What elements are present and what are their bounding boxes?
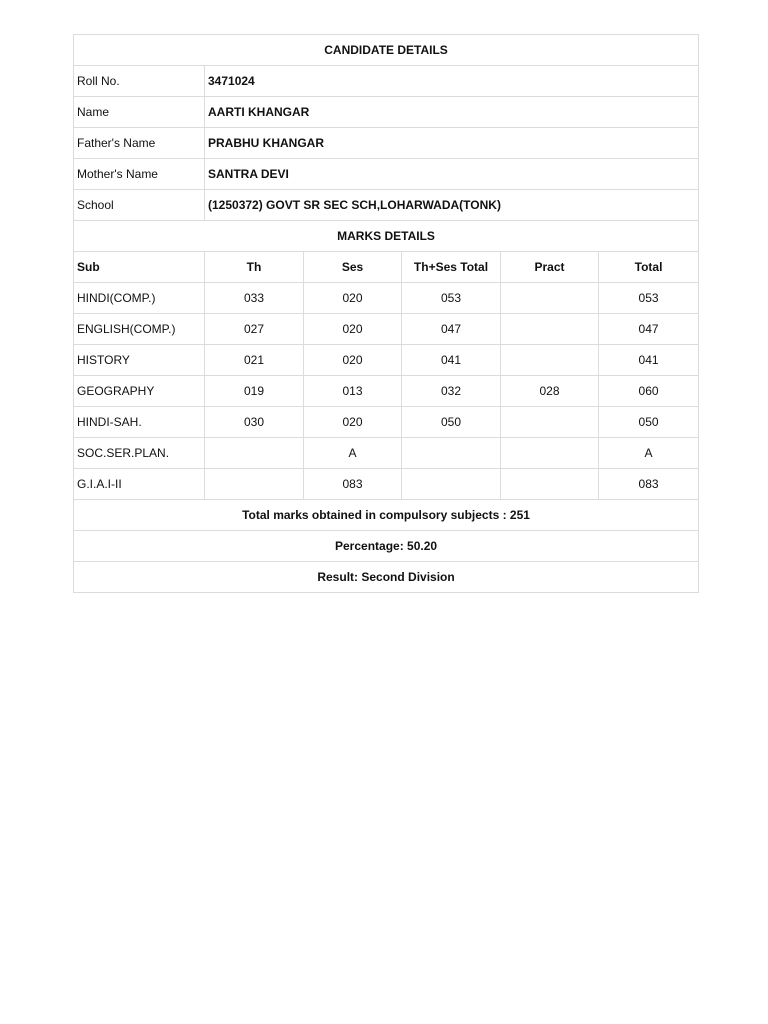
table-row: [74, 438, 699, 469]
mother-name-row: [74, 159, 699, 190]
total-cell: A: [599, 438, 699, 469]
total-cell: 050: [599, 407, 699, 438]
th-ses-total-cell: 053: [402, 283, 501, 314]
percentage: Percentage: 50.20: [74, 531, 699, 562]
ses-cell: 083: [304, 469, 402, 500]
pract-cell: [501, 283, 599, 314]
father-name-label: Father's Name: [74, 128, 205, 159]
mother-name-label: Mother's Name: [74, 159, 205, 190]
subject-cell: HINDI(COMP.): [74, 283, 205, 314]
column-header-th: Th: [205, 252, 304, 283]
th-ses-total-cell: 047: [402, 314, 501, 345]
th-cell: [205, 438, 304, 469]
total-cell: 041: [599, 345, 699, 376]
th-cell: 019: [205, 376, 304, 407]
subject-cell: ENGLISH(COMP.): [74, 314, 205, 345]
father-name-row: [74, 128, 699, 159]
total-cell: 083: [599, 469, 699, 500]
pract-cell: [501, 438, 599, 469]
marks-header-row: [74, 252, 699, 283]
ses-cell: 020: [304, 314, 402, 345]
candidate-details-heading: CANDIDATE DETAILS: [74, 35, 699, 66]
total-compulsory-row: [74, 500, 699, 531]
table-row: [74, 314, 699, 345]
total-cell: 053: [599, 283, 699, 314]
result-division: Result: Second Division: [74, 562, 699, 593]
th-cell: 027: [205, 314, 304, 345]
th-ses-total-cell: 032: [402, 376, 501, 407]
total-compulsory-marks: Total marks obtained in compulsory subjects : 251: [74, 500, 699, 531]
th-cell: 030: [205, 407, 304, 438]
pract-cell: [501, 314, 599, 345]
total-cell: 060: [599, 376, 699, 407]
th-cell: 033: [205, 283, 304, 314]
result-row: [74, 562, 699, 593]
pract-cell: [501, 407, 599, 438]
pract-cell: [501, 469, 599, 500]
marks-details-heading-row: [74, 221, 699, 252]
roll-no-value: 3471024: [205, 66, 699, 97]
subject-cell: GEOGRAPHY: [74, 376, 205, 407]
name-row: [74, 97, 699, 128]
th-cell: [205, 469, 304, 500]
column-header-th-ses-total: Th+Ses Total: [402, 252, 501, 283]
father-name-value: PRABHU KHANGAR: [205, 128, 699, 159]
percentage-row: [74, 531, 699, 562]
column-header-sub: Sub: [74, 252, 205, 283]
school-label: School: [74, 190, 205, 221]
ses-cell: 020: [304, 345, 402, 376]
ses-cell: A: [304, 438, 402, 469]
ses-cell: 020: [304, 407, 402, 438]
subject-cell: HINDI-SAH.: [74, 407, 205, 438]
ses-cell: 020: [304, 283, 402, 314]
table-row: [74, 283, 699, 314]
subject-cell: G.I.A.I-II: [74, 469, 205, 500]
roll-no-label: Roll No.: [74, 66, 205, 97]
th-ses-total-cell: 050: [402, 407, 501, 438]
name-label: Name: [74, 97, 205, 128]
th-ses-total-cell: [402, 438, 501, 469]
subject-cell: HISTORY: [74, 345, 205, 376]
table-row: [74, 407, 699, 438]
ses-cell: 013: [304, 376, 402, 407]
school-row: [74, 190, 699, 221]
table-row: [74, 376, 699, 407]
column-header-total: Total: [599, 252, 699, 283]
th-ses-total-cell: [402, 469, 501, 500]
subject-cell: SOC.SER.PLAN.: [74, 438, 205, 469]
table-row: [74, 469, 699, 500]
name-value: AARTI KHANGAR: [205, 97, 699, 128]
table-row: [74, 345, 699, 376]
school-value: (1250372) GOVT SR SEC SCH,LOHARWADA(TONK): [205, 190, 699, 221]
total-cell: 047: [599, 314, 699, 345]
pract-cell: [501, 345, 599, 376]
pract-cell: 028: [501, 376, 599, 407]
roll-no-row: [74, 66, 699, 97]
result-table: [73, 34, 699, 593]
column-header-ses: Ses: [304, 252, 402, 283]
th-ses-total-cell: 041: [402, 345, 501, 376]
column-header-pract: Pract: [501, 252, 599, 283]
mother-name-value: SANTRA DEVI: [205, 159, 699, 190]
candidate-details-heading-row: [74, 35, 699, 66]
th-cell: 021: [205, 345, 304, 376]
marks-details-heading: MARKS DETAILS: [74, 221, 699, 252]
